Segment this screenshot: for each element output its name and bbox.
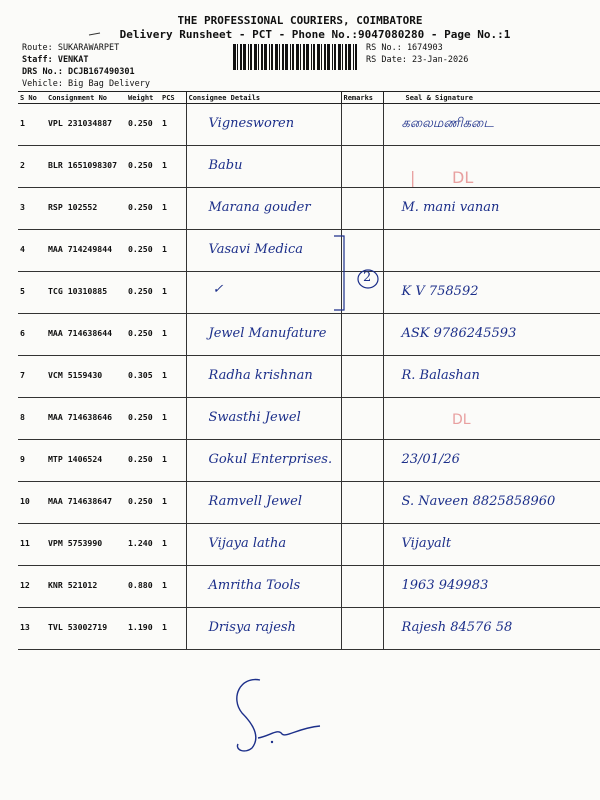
cell-weight: 0.250 <box>126 104 160 146</box>
cell-weight: 0.880 <box>126 566 160 608</box>
cell-signature <box>383 566 600 608</box>
barcode-bar <box>303 44 305 70</box>
cell-remarks <box>341 146 383 188</box>
cell-weight: 0.305 <box>126 356 160 398</box>
barcode-bar <box>324 44 326 70</box>
handwritten-consignee: Amritha Tools <box>208 578 301 593</box>
cell-consignee <box>186 314 341 356</box>
cell-consignee <box>186 146 341 188</box>
cell-signature <box>383 608 600 650</box>
handwritten-consignee: Vignesworen <box>208 116 295 131</box>
dl-mark-2: DL <box>452 412 471 428</box>
cell-pcs: 1 <box>160 104 186 146</box>
cell-remarks <box>341 104 383 146</box>
barcode-bar <box>353 44 354 70</box>
cell-pcs: 1 <box>160 356 186 398</box>
barcode-bar <box>317 44 320 70</box>
cell-pcs: 1 <box>160 146 186 188</box>
handwritten-signature: 23/01/26 <box>401 452 460 467</box>
barcode-bar <box>258 44 259 70</box>
barcode-bar <box>342 44 343 70</box>
cell-remarks <box>341 524 383 566</box>
cell-sno: 10 <box>18 482 46 524</box>
cell-consignee <box>186 398 341 440</box>
handwritten-consignee: Gokul Enterprises. <box>208 452 333 467</box>
handwritten-signature: 1963 949983 <box>401 578 489 593</box>
runsheet-table <box>18 91 600 650</box>
barcode-bar <box>279 44 280 70</box>
handwritten-consignee: Babu <box>208 158 243 173</box>
circled-count: 2 <box>357 269 379 293</box>
cell-remarks <box>341 482 383 524</box>
cell-consignment: VPL 231034887 <box>46 104 126 146</box>
cell-sno: 1 <box>18 104 46 146</box>
barcode-bar <box>300 44 301 70</box>
handwritten-consignee: Vijaya latha <box>208 536 287 551</box>
cell-consignee <box>186 524 341 566</box>
barcode-bar <box>355 44 357 70</box>
cell-sno: 12 <box>18 566 46 608</box>
cell-consignment: MAA 714638647 <box>46 482 126 524</box>
red-mark: | <box>410 168 416 187</box>
cell-weight: 0.250 <box>126 230 160 272</box>
cell-weight: 0.250 <box>126 188 160 230</box>
cell-signature <box>383 356 600 398</box>
cell-pcs: 1 <box>160 440 186 482</box>
cell-remarks <box>341 188 383 230</box>
handwritten-signature: Rajesh 84576 58 <box>401 620 513 635</box>
barcode-bar <box>327 44 330 70</box>
cell-weight: 0.250 <box>126 398 160 440</box>
cell-signature <box>383 314 600 356</box>
barcode-bar <box>261 44 263 70</box>
handwritten-consignee: Jewel Manufature <box>208 326 327 341</box>
barcode-bar <box>306 44 309 70</box>
cell-sno: 6 <box>18 314 46 356</box>
barcode-bar <box>321 44 322 70</box>
barcode-bar <box>275 44 278 70</box>
cell-consignment: MAA 714638646 <box>46 398 126 440</box>
barcode-bar <box>243 44 246 70</box>
barcode-bar <box>332 44 333 70</box>
dl-mark: DL <box>452 168 474 187</box>
handwritten-signature: M. mani vanan <box>401 200 500 215</box>
cell-weight: 0.250 <box>126 272 160 314</box>
cell-signature <box>383 230 600 272</box>
cell-consignee <box>186 356 341 398</box>
table-row <box>18 104 600 146</box>
barcode-bar <box>290 44 291 70</box>
cell-remarks <box>341 314 383 356</box>
barcode-bar <box>311 44 312 70</box>
col-pcs: PCS <box>160 92 186 104</box>
cell-pcs: 1 <box>160 524 186 566</box>
cell-consignee <box>186 482 341 524</box>
table-row <box>18 482 600 524</box>
staff-label: Staff: VENKAT <box>22 55 89 65</box>
table-row <box>18 230 600 272</box>
cell-weight: 1.240 <box>126 524 160 566</box>
cell-sno: 4 <box>18 230 46 272</box>
cell-pcs: 1 <box>160 398 186 440</box>
col-sno: S No <box>18 92 46 104</box>
cell-consignee <box>186 440 341 482</box>
barcode-bar <box>269 44 270 70</box>
cell-pcs: 1 <box>160 230 186 272</box>
barcode-bar <box>334 44 336 70</box>
cell-consignment: BLR 1651098307 <box>46 146 126 188</box>
barcode-bar <box>348 44 351 70</box>
table-row <box>18 524 600 566</box>
table-row <box>18 356 600 398</box>
col-signature: Seal & Signature <box>383 92 600 104</box>
cell-sno: 9 <box>18 440 46 482</box>
vehicle-label: Vehicle: Big Bag Delivery <box>22 79 150 89</box>
handwritten-consignee: Radha krishnan <box>208 368 313 383</box>
barcode-bar <box>254 44 257 70</box>
rs-date: RS Date: 23-Jan-2026 <box>366 55 469 65</box>
barcode <box>233 44 361 70</box>
cell-remarks <box>341 566 383 608</box>
handwritten-consignee: Marana gouder <box>208 200 311 215</box>
cell-pcs: 1 <box>160 482 186 524</box>
barcode-bar <box>282 44 284 70</box>
cell-sno: 8 <box>18 398 46 440</box>
table-row <box>18 440 600 482</box>
cell-pcs: 1 <box>160 566 186 608</box>
cell-weight: 0.250 <box>126 314 160 356</box>
table-row <box>18 398 600 440</box>
cell-sno: 5 <box>18 272 46 314</box>
cell-weight: 1.190 <box>126 608 160 650</box>
cell-weight: 0.250 <box>126 440 160 482</box>
cell-pcs: 1 <box>160 608 186 650</box>
cell-consignment: VCM 5159430 <box>46 356 126 398</box>
handwritten-consignee: Ramvell Jewel <box>208 494 303 509</box>
cell-pcs: 1 <box>160 314 186 356</box>
cell-consignment: MTP 1406524 <box>46 440 126 482</box>
drs-number: DRS No.: DCJB167490301 <box>22 67 135 77</box>
handwritten-signature: Vijayalt <box>401 536 452 551</box>
check-mark-icon: ✓ <box>212 282 224 297</box>
table-row <box>18 272 600 314</box>
cell-consignee <box>186 104 341 146</box>
handwritten-consignee: Drisya rajesh <box>208 620 296 635</box>
cell-remarks <box>341 608 383 650</box>
handwritten-signature: K V 758592 <box>401 284 479 299</box>
small-mark-icon <box>88 31 102 37</box>
cell-weight: 0.250 <box>126 146 160 188</box>
col-consignment: Consignment No <box>46 92 126 104</box>
cell-weight: 0.250 <box>126 482 160 524</box>
barcode-bar <box>248 44 249 70</box>
barcode-bar <box>271 44 273 70</box>
rs-number: RS No.: 1674903 <box>366 43 443 53</box>
barcode-bar <box>264 44 267 70</box>
route-label: Route: SUKARAWARPET <box>22 43 120 53</box>
cell-consignment: KNR 521012 <box>46 566 126 608</box>
cell-pcs: 1 <box>160 272 186 314</box>
cell-consignment: MAA 714638644 <box>46 314 126 356</box>
table-row <box>18 314 600 356</box>
cell-consignee <box>186 608 341 650</box>
cell-signature <box>383 188 600 230</box>
handwritten-signature: R. Balashan <box>401 368 480 383</box>
cell-signature <box>383 440 600 482</box>
cell-consignee <box>186 230 341 272</box>
cell-consignment: TVL 53002719 <box>46 608 126 650</box>
handwritten-signature: S. Naveen 8825858960 <box>401 494 556 509</box>
cell-sno: 13 <box>18 608 46 650</box>
table-row <box>18 608 600 650</box>
cell-consignee <box>186 566 341 608</box>
cell-sno: 7 <box>18 356 46 398</box>
table-row <box>18 146 600 188</box>
cell-signature <box>383 398 600 440</box>
cell-remarks <box>341 440 383 482</box>
cell-consignment: MAA 714249844 <box>46 230 126 272</box>
cell-signature <box>383 482 600 524</box>
barcode-bar <box>296 44 299 70</box>
cell-sno: 3 <box>18 188 46 230</box>
supervisor-signature-icon <box>220 668 330 758</box>
cell-signature <box>383 104 600 146</box>
col-weight: Weight <box>126 92 160 104</box>
cell-remarks <box>341 356 383 398</box>
runsheet-title: Delivery Runsheet - PCT - Phone No.:9047080280 - Page No.:1 <box>119 28 511 41</box>
barcode-bar <box>240 44 242 70</box>
cell-sno: 11 <box>18 524 46 566</box>
col-remarks: Remarks <box>341 92 383 104</box>
barcode-bar <box>313 44 315 70</box>
table-row <box>18 188 600 230</box>
handwritten-consignee: Swasthi Jewel <box>208 410 301 425</box>
cell-consignment: RSP 102552 <box>46 188 126 230</box>
cell-consignee <box>186 188 341 230</box>
cell-signature <box>383 272 600 314</box>
cell-consignee <box>186 272 341 314</box>
company-title: THE PROFESSIONAL COURIERS, COIMBATORE <box>177 14 423 27</box>
barcode-bar <box>233 44 236 70</box>
handwritten-signature: ASK 9786245593 <box>401 326 517 341</box>
barcode-bar <box>292 44 294 70</box>
barcode-bar <box>250 44 252 70</box>
bracket-mark <box>332 234 348 312</box>
barcode-bar <box>237 44 238 70</box>
table-row <box>18 566 600 608</box>
cell-consignment: VPM 5753990 <box>46 524 126 566</box>
cell-remarks <box>341 398 383 440</box>
barcode-bar <box>338 44 341 70</box>
cell-pcs: 1 <box>160 188 186 230</box>
cell-consignment: TCG 10310885 <box>46 272 126 314</box>
handwritten-consignee: Vasavi Medica <box>208 242 304 257</box>
barcode-bar <box>345 44 347 70</box>
handwritten-signature: கலைமணிகடை <box>401 116 494 131</box>
barcode-bar <box>285 44 288 70</box>
cell-sno: 2 <box>18 146 46 188</box>
cell-signature <box>383 524 600 566</box>
cell-signature <box>383 146 600 188</box>
table-header-row <box>18 92 600 104</box>
col-consignee: Consignee Details <box>186 92 341 104</box>
